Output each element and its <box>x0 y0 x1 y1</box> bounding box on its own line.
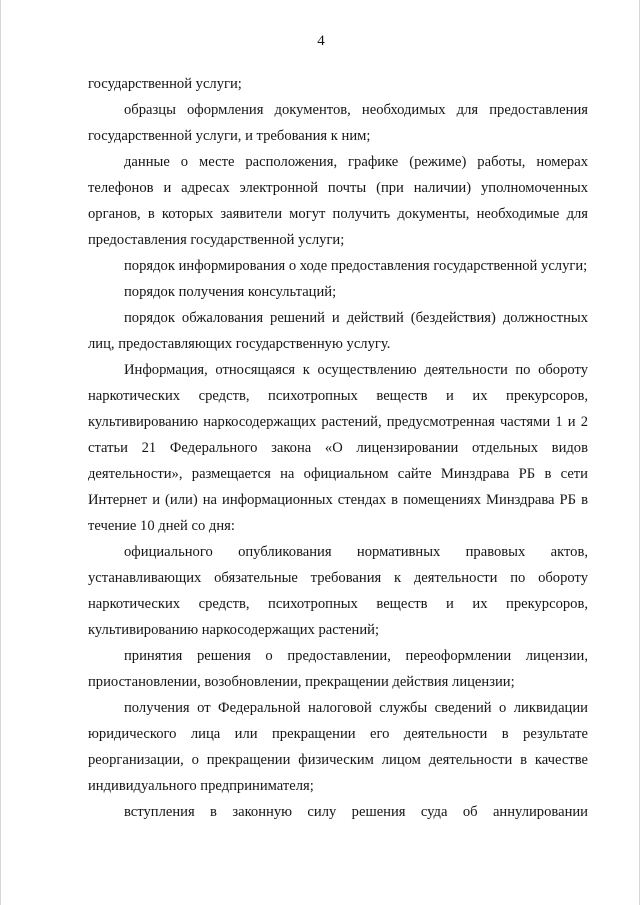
paragraph: данные о месте расположения, графике (режиме) работы, номерах телефонов и адресах электронной почты (при наличии) уполномоченных органов, в которых заявители могут получить документы, необходимые для предоставления государственной услуги; <box>88 154 588 248</box>
paragraph: порядок получения консультаций; <box>124 284 337 300</box>
paragraph: получения от Федеральной налоговой службы сведений о ликвидации юридического лица или прекращении его деятельности в результате реорганизации, о прекращении физическим лицом деятельности в качестве индивидуального предпринимателя; <box>88 700 588 794</box>
paragraph: порядок информирования о ходе предоставления государственной услуги; <box>124 258 588 274</box>
page-number: 4 <box>317 33 325 49</box>
paragraph: государственной услуги; <box>88 76 242 92</box>
paragraph: официального опубликования нормативных правовых актов, устанавливающих обязательные требования к деятельности по обороту наркотических средств, психотропных веществ и их прекурсоров, культивированию наркосодержащих растений; <box>88 544 588 638</box>
paragraph: порядок обжалования решений и действий (бездействия) должностных лиц, предоставляющих государственную услугу. <box>88 310 588 352</box>
paragraph: вступления в законную силу решения суда об аннулировании <box>124 804 588 820</box>
paragraph: образцы оформления документов, необходимых для предоставления государственной услуги, и требования к ним; <box>88 102 588 144</box>
document-body <box>88 71 588 825</box>
paragraph: Информация, относящаяся к осуществлению деятельности по обороту наркотических средств, психотропных веществ и их прекурсоров, культивированию наркосодержащих растений, предусмотренная частями 1 и 2 статьи 21 Федерального закона «О лицензировании отдельных видов деятельности», размещается на официальном сайте Минздрава РБ в сети Интернет и (или) на информационных стендах в помещениях Минздрава РБ в течение 10 дней со дня: <box>88 362 588 534</box>
paragraph: принятия решения о предоставлении, переоформлении лицензии, приостановлении, возобновлении, прекращении действия лицензии; <box>88 648 588 690</box>
